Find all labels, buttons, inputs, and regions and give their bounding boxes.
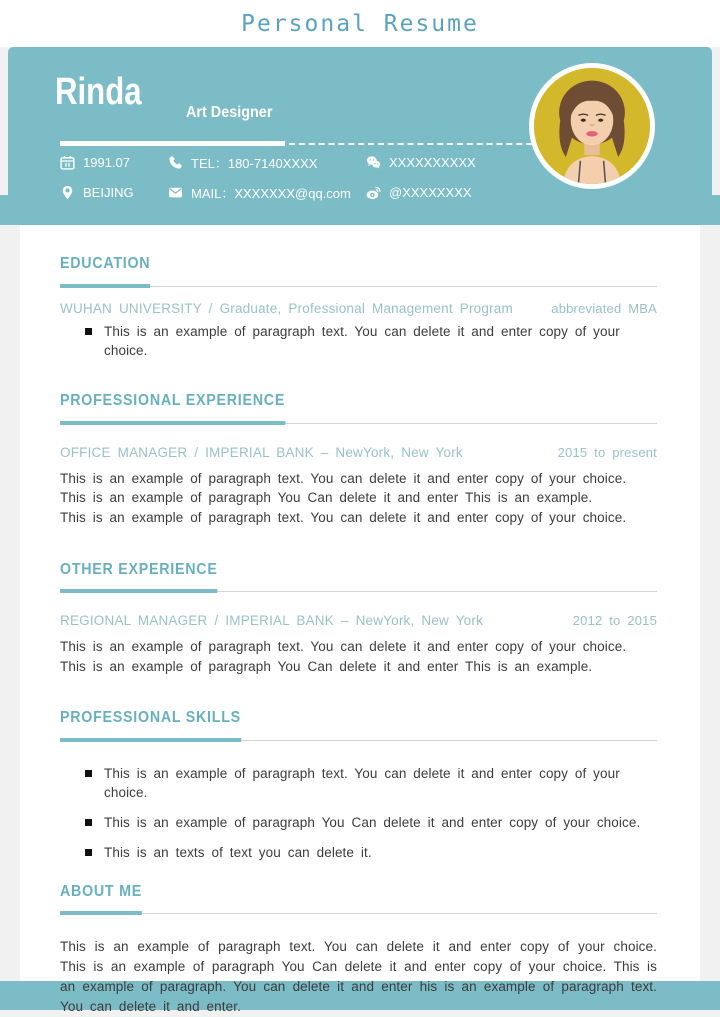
oe-entry — [60, 613, 657, 628]
pe-line: This is an example of paragraph text. You can delete it and enter copy of your choice. — [60, 510, 627, 526]
pe-line: This is an example of paragraph You Can delete it and enter This is an example. — [60, 490, 593, 506]
header-divider — [60, 141, 542, 146]
bullet-square-icon — [85, 328, 92, 335]
contact-wechat — [366, 153, 540, 172]
avatar — [534, 68, 650, 184]
page-title: Personal Resume — [241, 11, 479, 37]
divider-dashed-segment — [289, 143, 542, 145]
pe-entry-position: OFFICE MANAGER / IMPERIAL BANK – NewYork, New York — [60, 444, 463, 460]
contact-phone — [168, 153, 366, 172]
contact-birthdate-text: 1991.07 — [83, 155, 130, 170]
education-entry-degree: abbreviated MBA — [551, 300, 657, 316]
section-education — [60, 256, 657, 361]
calendar-icon — [60, 155, 75, 170]
oe-line: This is an example of paragraph text. You can delete it and enter copy of your choice. — [60, 639, 627, 655]
contact-phone-text: TEL：180-7140XXXX — [191, 156, 318, 171]
education-entry-school: WUHAN UNIVERSITY / Graduate, Professional Management Program — [60, 300, 513, 316]
skills-bullet — [60, 843, 657, 863]
oe-line: This is an example of paragraph You Can delete it and enter This is an example. — [60, 659, 593, 675]
candidate-role: Art Designer — [186, 104, 273, 121]
mail-icon — [168, 185, 183, 200]
resume-body — [20, 225, 700, 1014]
candidate-name: Rinda — [55, 71, 142, 113]
contact-birthdate — [60, 153, 168, 172]
weibo-icon — [366, 185, 381, 200]
skills-bullet — [60, 764, 657, 804]
contact-weibo — [366, 183, 540, 202]
bullet-square-icon — [85, 819, 92, 826]
section-professional-experience — [60, 393, 657, 528]
section-professional-skills — [60, 710, 657, 863]
section-other-experience — [60, 562, 657, 677]
skills-bullet-text: This is an texts of text you can delete it. — [104, 844, 372, 860]
contact-city-text: BEIJING — [83, 185, 134, 200]
section-other-experience-title: OTHER EXPERIENCE — [60, 562, 218, 594]
section-education-title: EDUCATION — [60, 256, 150, 288]
contact-mail — [168, 183, 366, 202]
wechat-icon — [366, 155, 381, 170]
contact-info — [60, 153, 540, 202]
section-professional-skills-head — [60, 710, 657, 741]
education-entry — [60, 301, 657, 316]
education-bullet — [60, 322, 657, 362]
oe-entry-position: REGIONAL MANAGER / IMPERIAL BANK – NewYork, New York — [60, 613, 484, 629]
profile-photo — [529, 63, 655, 189]
bullet-square-icon — [85, 770, 92, 777]
section-professional-experience-title: PROFESSIONAL EXPERIENCE — [60, 393, 285, 425]
phone-icon — [168, 155, 183, 170]
bullet-square-icon — [85, 849, 92, 856]
pe-entry-dates: 2015 to present — [557, 444, 657, 460]
pe-entry — [60, 445, 657, 460]
education-bullet-text: This is an example of paragraph text. You can delete it and enter copy of your choice. — [104, 323, 620, 359]
section-about-me-head — [60, 884, 657, 915]
section-professional-skills-title: PROFESSIONAL SKILLS — [60, 710, 241, 742]
top-strip — [0, 0, 720, 47]
section-about-me — [60, 884, 657, 1017]
section-professional-experience-head — [60, 393, 657, 424]
contact-city — [60, 183, 168, 202]
skills-bullet-text: This is an example of paragraph You Can delete it and enter copy of your choice. — [104, 815, 641, 831]
about-me-paragraph: This is an example of paragraph text. You can delete it and enter copy of your choice. This is an example of paragraph You Can delete it and enter copy of your choice. This is an example of paragraph. You can delete it and enter his is an example of paragraph text. You can delete it and enter. — [60, 939, 657, 1014]
oe-entry-dates: 2012 to 2015 — [572, 613, 657, 629]
contact-mail-text: MAIL：XXXXXXX@qq.com — [191, 186, 351, 201]
section-about-me-title: ABOUT ME — [60, 884, 142, 916]
skills-bullet — [60, 813, 657, 833]
section-education-head — [60, 256, 657, 287]
header — [8, 47, 712, 201]
contact-weibo-text: @XXXXXXXX — [389, 185, 472, 200]
pe-line: This is an example of paragraph text. You can delete it and enter copy of your choice. — [60, 470, 627, 486]
skills-bullet-text: This is an example of paragraph text. You can delete it and enter copy of your choice. — [104, 765, 620, 801]
location-icon — [60, 185, 75, 200]
section-other-experience-head — [60, 562, 657, 593]
divider-solid-segment — [60, 141, 285, 146]
contact-wechat-text: XXXXXXXXXX — [389, 155, 476, 170]
